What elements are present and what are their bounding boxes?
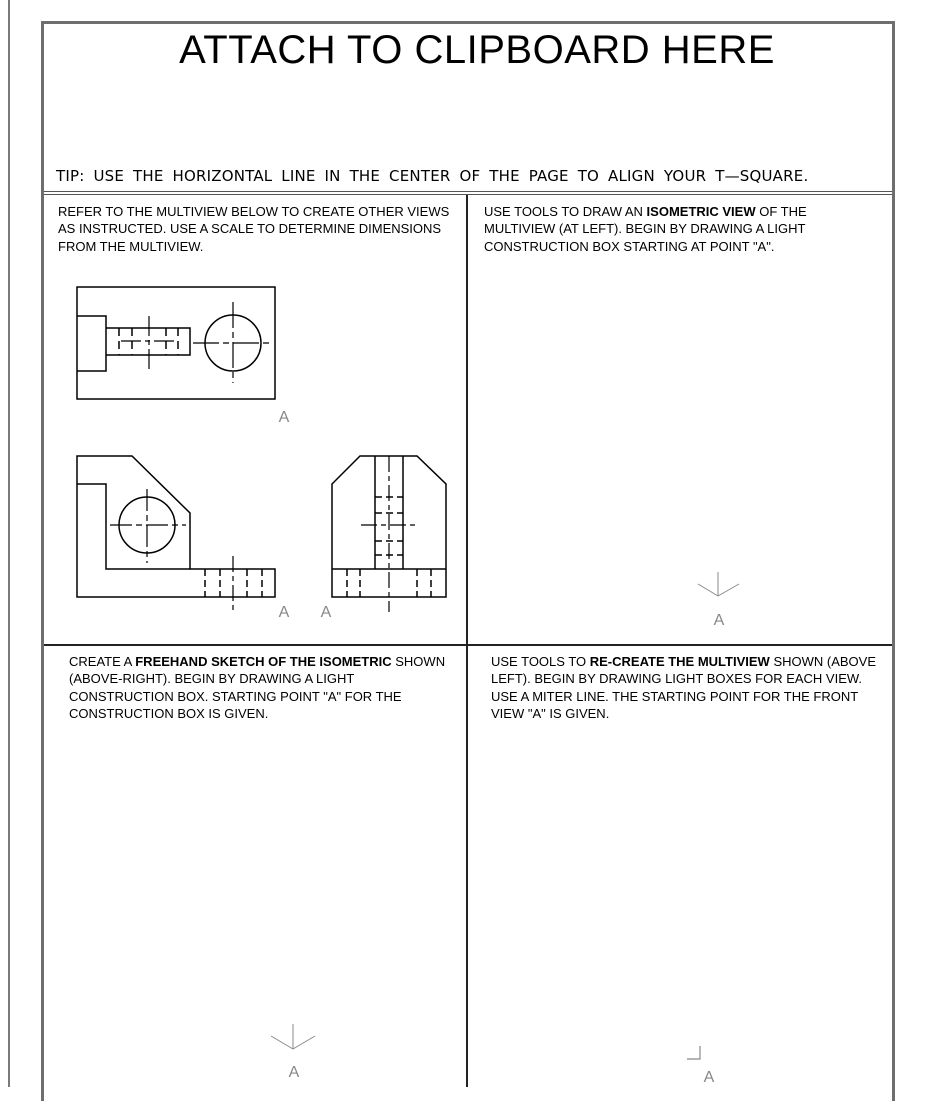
freehand-start-marker <box>271 1024 315 1049</box>
page-title-text: ATTACH TO CLIPBOARD HERE <box>179 28 775 72</box>
multiview-side-view <box>332 456 446 612</box>
instruction-top-left: REFER TO THE MULTIVIEW BELOW TO CREATE OTHER VIEWS AS INSTRUCTED. USE A SCALE TO DETERMINE DIMENSIONS FROM THE MULTIVIEW. <box>58 204 450 254</box>
multiview-top-view <box>77 287 275 399</box>
point-label-isometric: A <box>713 612 725 629</box>
point-label-freehand: A <box>288 1064 300 1081</box>
instruction-top-right: USE TOOLS TO DRAW AN ISOMETRIC VIEW OF THE MULTIVIEW (AT LEFT). BEGIN BY DRAWING A LIGHT CONSTRUCTION BOX STARTING AT POINT "A". <box>484 204 807 254</box>
instruction-bottom-left: CREATE A FREEHAND SKETCH OF THE ISOMETRIC SHOWN (ABOVE-RIGHT). BEGIN BY DRAWING A LIGHT CONSTRUCTION BOX. STARTING POINT "A" FOR THE CONSTRUCTION BOX IS GIVEN. <box>69 654 446 721</box>
isometric-start-marker <box>698 572 739 596</box>
point-label-front: A <box>278 604 290 621</box>
point-label-top: A <box>278 409 290 426</box>
point-label-side: A <box>320 604 332 621</box>
multiview-start-marker <box>687 1046 700 1059</box>
point-label-multiview: A <box>703 1069 715 1086</box>
instruction-bottom-right: USE TOOLS TO RE-CREATE THE MULTIVIEW SHOWN (ABOVE LEFT). BEGIN BY DRAWING LIGHT BOXES FOR EACH VIEW. USE A MITER LINE. THE STARTING POINT FOR THE FRONT VIEW "A" IS GIVEN. <box>491 654 877 721</box>
multiview-front-view <box>77 456 275 612</box>
tip-text: TIP: USE THE HORIZONTAL LINE IN THE CENTER OF THE PAGE TO ALIGN YOUR T—SQUARE. <box>56 167 809 185</box>
